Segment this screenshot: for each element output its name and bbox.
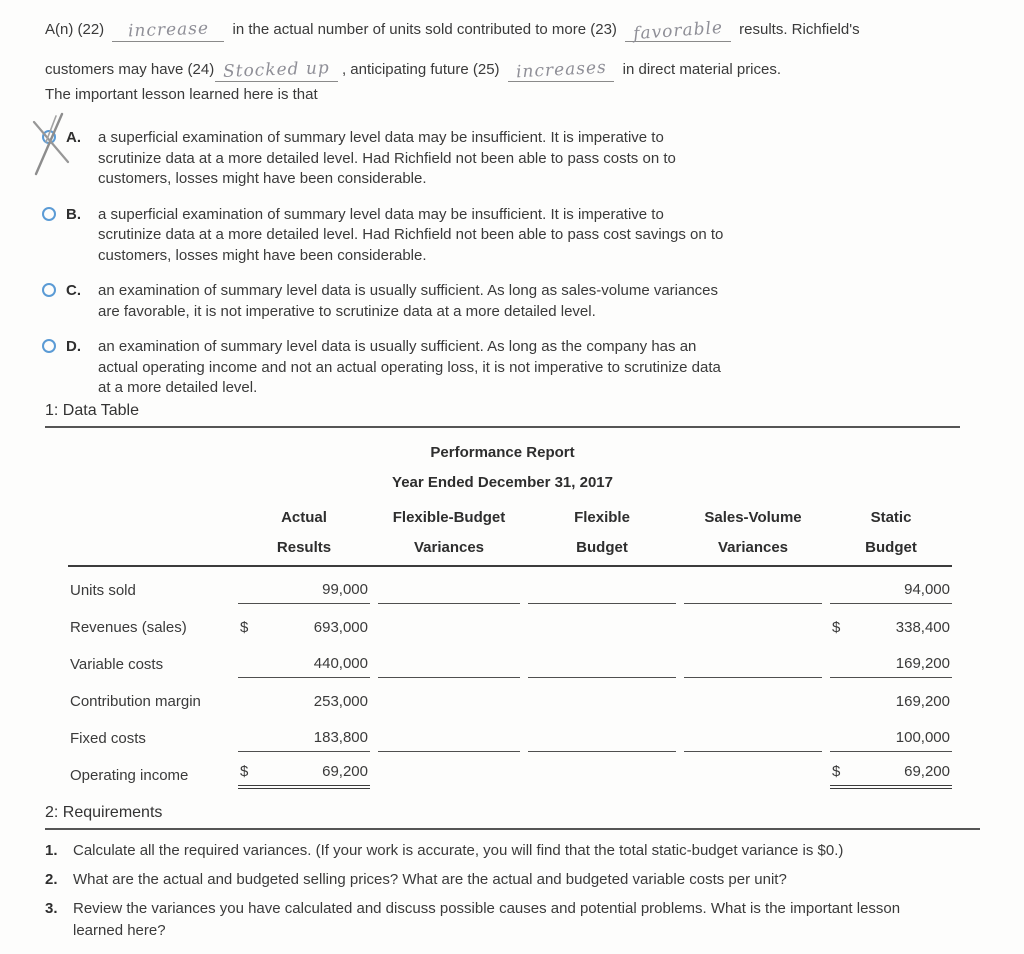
- fill-in-segment: , anticipating future (25): [341, 61, 500, 78]
- requirement-text: What are the actual and budgeted selling prices? What are the actual and budgeted variable costs per unit?: [73, 871, 787, 888]
- fill-in-segment: A(n) (22): [45, 21, 105, 38]
- column-header-flexible-budget-variances: [378, 503, 520, 563]
- cell-variable-costs-sales-volume-variance[interactable]: [684, 641, 822, 678]
- data-table-section: [45, 402, 960, 789]
- requirement-number: 3.: [45, 900, 58, 917]
- row-label: Operating income: [70, 767, 189, 784]
- option-c-text: an examination of summary level data is usually sufficient. As long as sales-volume variances are favorable, it is not imperative to scrutinize data at a more detailed level.: [98, 282, 719, 320]
- cell-fixed-costs-flexible-budget[interactable]: [528, 715, 676, 752]
- requirements-section: [45, 804, 980, 949]
- cell-fixed-costs-sales-volume-variance[interactable]: [684, 715, 822, 752]
- option-c[interactable]: [42, 281, 742, 322]
- cell-units-sold-actual: [238, 567, 370, 604]
- requirement-number: 1.: [45, 842, 58, 859]
- dollar-sign: $: [832, 763, 841, 780]
- question-stem: The important lesson learned here is that: [45, 86, 318, 103]
- handwritten-answer-24: Stocked up: [222, 58, 331, 82]
- requirement-number: 2.: [45, 871, 58, 888]
- option-b-radio-wrap: [42, 205, 66, 221]
- option-d-letter: D.: [66, 338, 81, 355]
- handwritten-answer-22: increase: [127, 18, 210, 42]
- radio-button-c[interactable]: [42, 283, 56, 297]
- cell-value: 69,200: [904, 763, 950, 780]
- fill-in-segment: in direct material prices.: [622, 61, 782, 78]
- fill-in-segment: customers may have (24): [45, 61, 215, 78]
- fill-in-paragraph: [45, 10, 1005, 90]
- cell-units-sold-flexible-budget[interactable]: [528, 567, 676, 604]
- dollar-sign: $: [832, 619, 841, 636]
- fill-in-segment: in the actual number of units sold contributed to more (23): [232, 21, 617, 38]
- requirement-text: Review the variances you have calculated and discuss possible causes and potential problems. What is the important lesson learned here?: [73, 900, 901, 939]
- cell-fixed-costs-actual: [238, 715, 370, 752]
- column-header-static-budget: [830, 503, 952, 563]
- dollar-sign: $: [240, 763, 249, 780]
- column-header-line: Budget: [865, 539, 917, 556]
- option-a-radio-wrap: [42, 128, 66, 144]
- cell-revenues-flexible-budget-variance[interactable]: [378, 604, 520, 641]
- fill-in-line-1: [45, 10, 1005, 50]
- blank-24[interactable]: [215, 58, 338, 82]
- radio-button-d[interactable]: [42, 339, 56, 353]
- cell-value: 338,400: [895, 619, 950, 636]
- cell-fixed-costs-flexible-budget-variance[interactable]: [378, 715, 520, 752]
- cell-value: 183,800: [313, 729, 368, 746]
- requirements-section-label: 2: Requirements: [45, 804, 163, 821]
- option-a-text: a superficial examination of summary level data may be insufficient. It is imperative to scrutinize data at a more detailed level. Had Richfield not been able to pass costs on to customers, losses might have been considerable.: [98, 129, 676, 187]
- cell-value: 99,000: [322, 581, 368, 598]
- cell-contribution-margin-sales-volume-variance[interactable]: [684, 678, 822, 715]
- requirement-text: Calculate all the required variances. (If your work is accurate, you will find that the total static-budget variance is $0.): [73, 842, 844, 859]
- option-b-text: a superficial examination of summary level data may be insufficient. It is imperative to scrutinize data at a more detailed level. Had Richfield not been able to pass cost savings on to customers, losses might have been considerable.: [98, 205, 724, 264]
- cell-value: 94,000: [904, 581, 950, 598]
- cell-operating-income-flexible-budget[interactable]: [528, 752, 676, 789]
- requirement-item-3: [45, 898, 980, 942]
- cell-value: 693,000: [313, 619, 368, 636]
- row-label: Fixed costs: [70, 730, 146, 747]
- option-b-letter: B.: [66, 205, 81, 223]
- cell-contribution-margin-actual: [238, 678, 370, 715]
- cell-revenues-static: [830, 604, 952, 641]
- cell-contribution-margin-flexible-budget[interactable]: [528, 678, 676, 715]
- blank-23[interactable]: [625, 17, 731, 45]
- performance-report-table: [68, 503, 952, 789]
- column-header-line: Variances: [413, 539, 485, 556]
- cell-value: 169,200: [895, 693, 950, 710]
- option-c-letter: C.: [66, 282, 81, 299]
- radio-button-a[interactable]: [42, 130, 56, 144]
- cell-contribution-margin-flexible-budget-variance[interactable]: [378, 678, 520, 715]
- row-label: Variable costs: [70, 656, 164, 673]
- row-label: Contribution margin: [70, 693, 201, 710]
- cell-operating-income-sales-volume-variance[interactable]: [684, 752, 822, 789]
- handwritten-answer-23: favorable: [632, 17, 724, 45]
- requirement-item-2: [45, 869, 980, 891]
- column-header-line: Flexible: [574, 509, 630, 526]
- fill-in-line-2: [45, 50, 1005, 90]
- column-header-line: Sales-Volume: [704, 509, 802, 526]
- radio-button-b[interactable]: [42, 207, 56, 221]
- requirements-section-rule: [45, 828, 980, 830]
- cell-value: 169,200: [895, 655, 950, 672]
- requirement-item-1: [45, 840, 980, 862]
- cell-value: 440,000: [313, 655, 368, 672]
- cell-operating-income-actual: [238, 752, 370, 789]
- cell-units-sold-static: [830, 567, 952, 604]
- cell-units-sold-sales-volume-variance[interactable]: [684, 567, 822, 604]
- column-header-line: Variances: [717, 539, 789, 556]
- performance-report-subtitle: Year Ended December 31, 2017: [392, 474, 613, 491]
- row-label: Revenues (sales): [70, 619, 187, 636]
- requirements-list: [45, 840, 980, 942]
- column-header-line: Flexible-Budget: [392, 509, 506, 526]
- option-b[interactable]: [42, 205, 742, 267]
- cell-revenues-sales-volume-variance[interactable]: [684, 604, 822, 641]
- fill-in-segment: results. Richfield's: [739, 21, 860, 38]
- dollar-sign: $: [240, 619, 249, 636]
- handwritten-answer-25: increases: [515, 57, 607, 83]
- row-label: Units sold: [70, 582, 136, 599]
- option-a-letter: A.: [66, 129, 81, 146]
- cell-value: 69,200: [322, 763, 368, 780]
- options-list: [42, 128, 742, 414]
- column-header-line: Budget: [576, 539, 628, 556]
- blank-22[interactable]: [112, 18, 224, 42]
- cell-variable-costs-actual: [238, 641, 370, 678]
- cell-revenues-actual: [238, 604, 370, 641]
- column-header-line: Actual: [281, 509, 327, 526]
- data-table-section-rule: [45, 426, 960, 428]
- cell-operating-income-flexible-budget-variance[interactable]: [378, 752, 520, 789]
- cell-value: 100,000: [895, 729, 950, 746]
- cell-revenues-flexible-budget[interactable]: [528, 604, 676, 641]
- performance-report-title: Performance Report: [430, 444, 575, 461]
- option-a[interactable]: [42, 128, 742, 190]
- option-d-radio-wrap: [42, 337, 66, 353]
- column-header-flexible-budget: [528, 503, 676, 563]
- option-d-text: an examination of summary level data is usually sufficient. As long as the company has an actual operating income and not an actual operating loss, it is not imperative to scrutinize data at a more detailed level.: [98, 338, 721, 396]
- column-header-spacer: [68, 503, 230, 563]
- cell-variable-costs-flexible-budget-variance[interactable]: [378, 641, 520, 678]
- cell-units-sold-flexible-budget-variance[interactable]: [378, 567, 520, 604]
- blank-25[interactable]: [508, 58, 615, 82]
- cell-contribution-margin-static: [830, 678, 952, 715]
- option-d[interactable]: [42, 337, 742, 399]
- cell-variable-costs-flexible-budget[interactable]: [528, 641, 676, 678]
- column-header-line: Results: [276, 539, 332, 556]
- cell-value: 253,000: [313, 693, 368, 710]
- cell-operating-income-static: [830, 752, 952, 789]
- column-header-actual-results: [238, 503, 370, 563]
- option-c-radio-wrap: [42, 281, 66, 297]
- data-table-section-label: 1: Data Table: [45, 402, 139, 419]
- cell-fixed-costs-static: [830, 715, 952, 752]
- column-header-line: Static: [870, 509, 912, 526]
- cell-variable-costs-static: [830, 641, 952, 678]
- column-header-sales-volume-variances: [684, 503, 822, 563]
